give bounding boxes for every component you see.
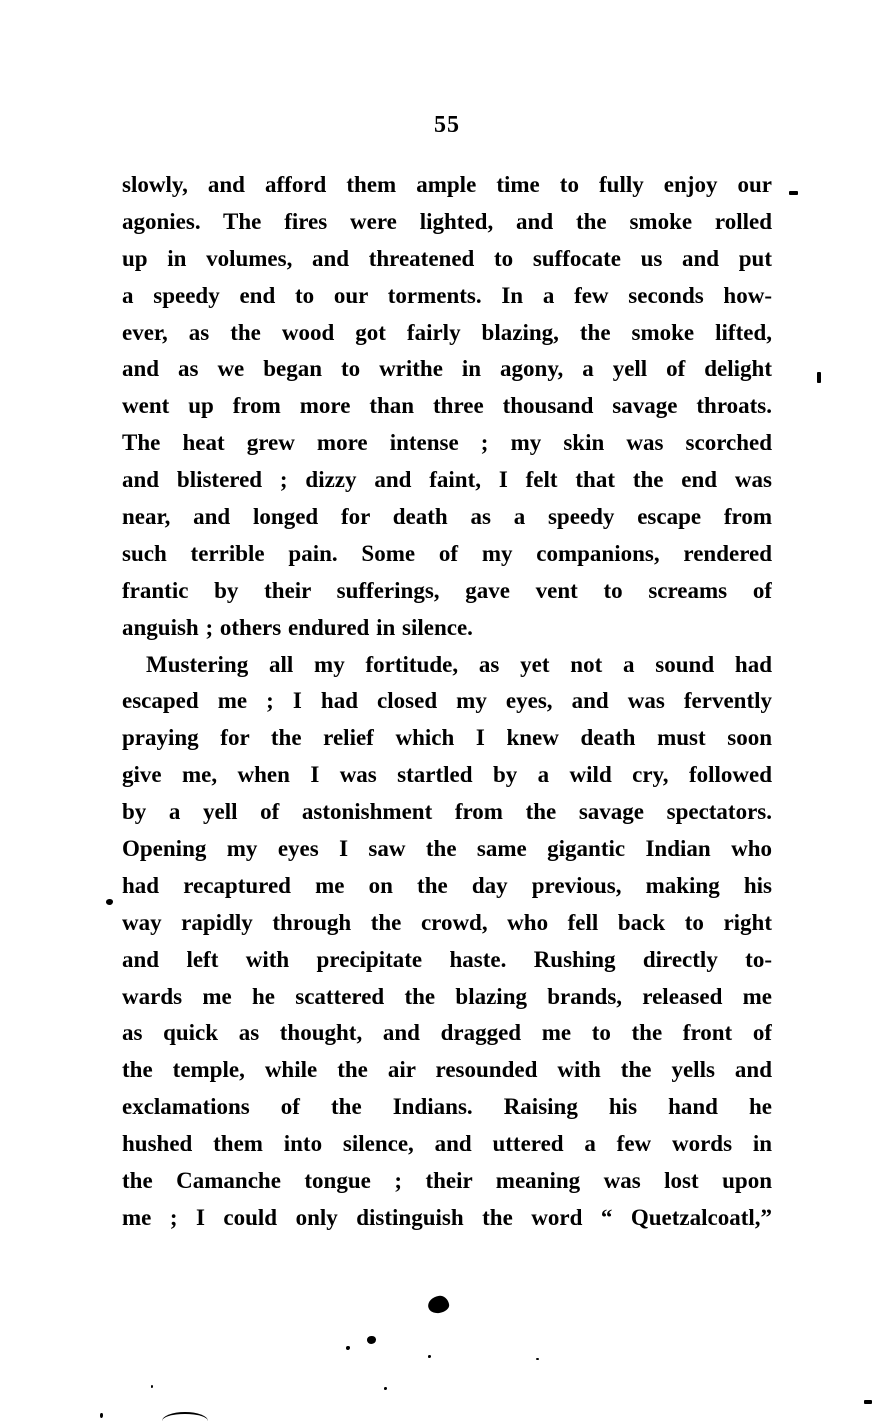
text-line: frantic by their sufferings, gave vent to screams of bbox=[122, 577, 772, 603]
ink-dash-mark bbox=[789, 191, 798, 195]
ink-dot-mark bbox=[151, 1385, 153, 1388]
text-line: hushed them into silence, and uttered a few words in bbox=[122, 1131, 772, 1157]
text-line: and left with precipitate haste. Rushing directly to- bbox=[122, 946, 772, 972]
text-line: ever, as the wood got fairly blazing, the smoke lifted, bbox=[122, 319, 772, 345]
ink-blob-mark bbox=[427, 1295, 450, 1315]
ink-arc-mark bbox=[162, 1412, 208, 1421]
text-line: praying for the relief which I knew death must soon bbox=[122, 725, 772, 751]
ink-dot-mark bbox=[367, 1336, 376, 1344]
ink-dash-mark bbox=[817, 372, 821, 383]
ink-dot-mark bbox=[536, 1358, 539, 1360]
text-line: the temple, while the air resounded with the yells and bbox=[122, 1057, 772, 1083]
text-line: give me, when I was startled by a wild cry, followed bbox=[122, 762, 772, 788]
text-line: Mustering all my fortitude, as yet not a sound had bbox=[146, 651, 772, 677]
text-line: Opening my eyes I saw the same gigantic Indian who bbox=[122, 836, 772, 862]
text-line: way rapidly through the crowd, who fell back to right bbox=[122, 909, 772, 935]
text-line: a speedy end to our torments. In a few seconds how- bbox=[122, 282, 772, 308]
ink-dot-mark bbox=[106, 899, 113, 905]
ink-dash-mark bbox=[864, 1400, 872, 1404]
text-line: went up from more than three thousand savage throats. bbox=[122, 393, 772, 419]
text-line: exclamations of the Indians. Raising his hand he bbox=[122, 1094, 772, 1120]
ink-dot-mark bbox=[428, 1355, 431, 1358]
text-line: the Camanche tongue ; their meaning was lost upon bbox=[122, 1168, 772, 1194]
page-number: 55 bbox=[434, 112, 460, 138]
text-line: as quick as thought, and dragged me to the front of bbox=[122, 1020, 772, 1046]
body-text bbox=[122, 167, 772, 1237]
text-line: up in volumes, and threatened to suffocate us and put bbox=[122, 245, 772, 271]
text-line: by a yell of astonishment from the savage spectators. bbox=[122, 799, 772, 825]
text-line: wards me he scattered the blazing brands, released me bbox=[122, 983, 772, 1009]
text-line: and blistered ; dizzy and faint, I felt that the end was bbox=[122, 467, 772, 493]
text-line: The heat grew more intense ; my skin was scorched bbox=[122, 430, 772, 456]
ink-dot-mark bbox=[346, 1346, 350, 1350]
text-line: near, and longed for death as a speedy escape from bbox=[122, 504, 772, 530]
ink-dot-mark bbox=[384, 1387, 387, 1390]
text-line: me ; I could only distinguish the word “ Quetzalcoatl,” bbox=[122, 1204, 772, 1230]
text-line: had recaptured me on the day previous, making his bbox=[122, 872, 772, 898]
ink-dot-mark bbox=[100, 1413, 103, 1418]
text-line: such terrible pain. Some of my companions, rendered bbox=[122, 540, 772, 566]
text-line: anguish ; others endured in silence. bbox=[122, 614, 473, 640]
text-line: agonies. The fires were lighted, and the smoke rolled bbox=[122, 208, 772, 234]
text-line: and as we began to writhe in agony, a yell of delight bbox=[122, 356, 772, 382]
text-line: escaped me ; I had closed my eyes, and was fervently bbox=[122, 688, 772, 714]
text-line: slowly, and afford them ample time to fully enjoy our bbox=[122, 172, 772, 197]
